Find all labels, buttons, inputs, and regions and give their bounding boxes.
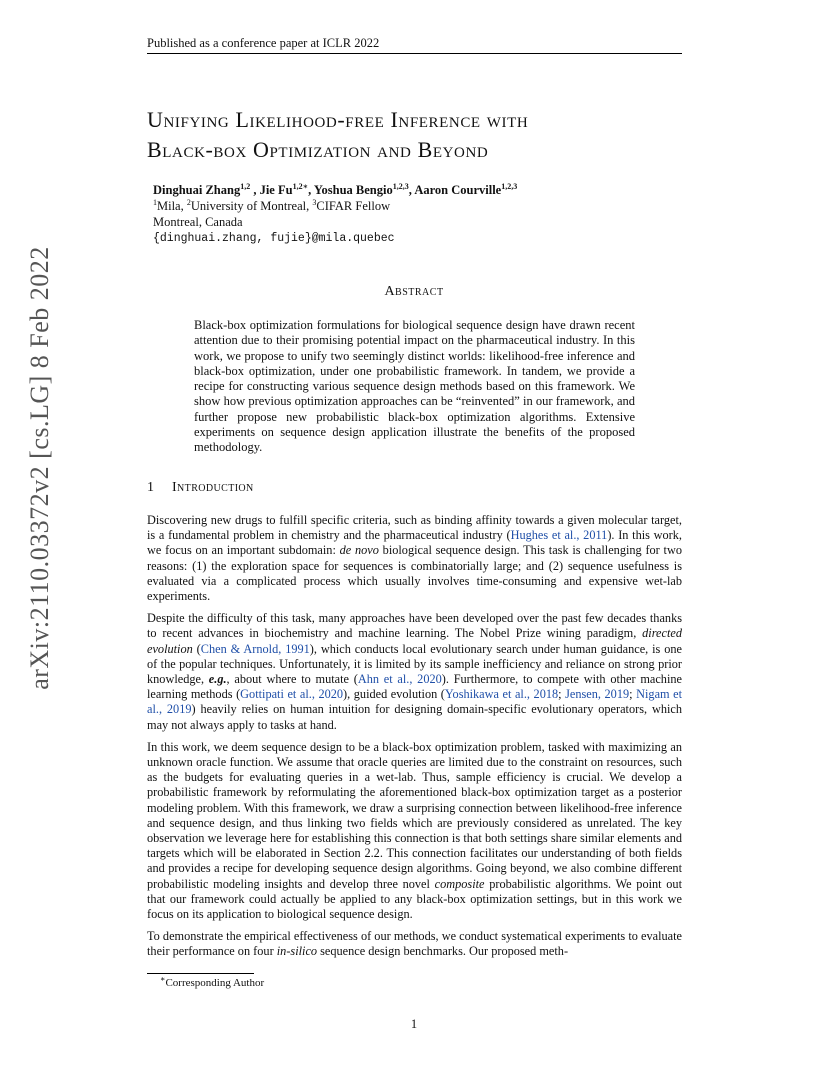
text: To demonstrate the empirical effectiveness of our methods, we conduct systematical experiments to evaluate their performance on four bbox=[147, 929, 682, 959]
arxiv-identifier: arXiv:2110.03372v2 [cs.LG] 8 Feb 2022 bbox=[25, 246, 54, 690]
email: {dinghuai.zhang, fujie}@mila.quebec bbox=[153, 231, 395, 245]
author-3: Yoshua Bengio bbox=[313, 183, 393, 197]
author-4: Aaron Courville bbox=[414, 183, 502, 197]
aff-3: CIFAR Fellow bbox=[316, 199, 391, 214]
citation-link[interactable]: Hughes et al., 2011 bbox=[510, 528, 608, 543]
abstract-heading: Abstract bbox=[384, 284, 444, 299]
text: Despite the difficulty of this task, many approaches have been developed over the past few decades thanks to recent advances in biochemistry and machine learning. The Nobel Prize wining paradigm, bbox=[147, 611, 682, 641]
section-number: 1 bbox=[147, 480, 155, 495]
author-names: Dinghuai Zhang$^{1,2}$ , Jie $Fu^{1,2∗}$, Yoshua Bengio$^{1,2,3}$, Aaron Courville$^{1,2,3}$ bbox=[153, 181, 518, 197]
author-2: Jie Fu bbox=[259, 183, 293, 197]
text: biological sequence design. This task is challenging for two reasons: (1) the exploration space for sequences is combinatorially large; and (2) sequence usefulness is evaluated via a complicated process which usually involves time-consuming and expensive wet-lab experiments. bbox=[147, 543, 682, 604]
citation-link[interactable]: Ahn et al., 2020 bbox=[357, 672, 442, 687]
text: ), which conducts local evolutionary search under human guidance, is one of the popular techniques. Unfortunately, it is limited by its sample inefficiency and reliance on strong prior knowledge, bbox=[147, 641, 682, 687]
title-line-2: Black-box Optimization and Beyond bbox=[147, 137, 489, 162]
aff-2-mark: 2 bbox=[186, 198, 191, 208]
emphasis: directed evolution bbox=[147, 626, 682, 656]
text: In this work, we deem sequence design to be a black-box optimization problem, tasked with maximizing an unknown oracle function. We assume that oracle queries are limited due to the constraint on resources, such as the budgets for evaluating queries in a wet-lab. Thus, sample efficiency is crucial. We develop a probabilistic framework by reformulating the aforementioned black-box optimization target as a posterior modeling problem. With this framework, we draw a surprising connection between likelihood-free inference and sequence design, and thus linking two fields which are previously considered as unrelated. The key observation we leverage here for establishing this connection is that both settings share similar elements and targets which will be elaborated in Section 2.2. This connection facilitates our understanding of both fields and provides a recipe for developing sequence design algorithms. Going beyond, we also combine different probabilistic modeling insights and develop three novel bbox=[147, 739, 682, 891]
emphasis: e.g. bbox=[208, 672, 227, 687]
introduction-body bbox=[147, 513, 682, 967]
text: ; bbox=[558, 687, 566, 702]
author-2-aff: 1,2∗ bbox=[292, 181, 309, 191]
citation-link[interactable]: Jensen, 2019 bbox=[565, 687, 630, 702]
affiliations bbox=[153, 198, 693, 214]
author-4-aff: 1,2,3 bbox=[501, 181, 518, 191]
text: ), guided evolution ( bbox=[343, 687, 445, 702]
section-heading-introduction bbox=[147, 480, 254, 496]
text: ) heavily relies on human intuition for designing domain-specific evolutionary operators, which may not always apply to tasks at hand. bbox=[147, 702, 683, 732]
aff-3-mark: 3 bbox=[312, 198, 317, 208]
text: ; bbox=[629, 687, 637, 702]
location: Montreal, Canada bbox=[153, 215, 243, 230]
text: ( bbox=[192, 641, 201, 656]
footnote-mark: ∗ bbox=[160, 974, 166, 984]
text: probabilistic algorithms. We point out that our framework could actually be applied to any black-box optimization settings, but in this work we focus on its application to biological sequence design. bbox=[147, 876, 682, 922]
citation-link[interactable]: Yoshikawa et al., 2018 bbox=[444, 687, 559, 702]
paper-title bbox=[147, 105, 707, 165]
section-title: Introduction bbox=[172, 480, 254, 495]
abstract-text: Black-box optimization formulations for biological sequence design have drawn recent attention due to their promising potential impact on the pharmaceutical industry. In this work, we propose to unify two seemingly distinct worlds: likelihood-free inference and black-box optimization, under one probabilistic framework. In tandem, we provide a recipe for constructing various sequence design methods based on this framework. We show how previous optimization approaches can be “reinvented” in our framework, and further propose new probabilistic black-box optimization algorithms. Extensive experiments on sequence design application illustrate the benefits of the proposed methodology. bbox=[194, 318, 635, 455]
citation-link[interactable]: Chen & Arnold, 1991 bbox=[200, 641, 310, 656]
text: , about where to mutate ( bbox=[226, 672, 358, 687]
title-line-1: Unifying Likelihood-free Inference with bbox=[147, 107, 529, 132]
text: Discovering new drugs to fulfill specific criteria, such as binding affinity towards a given molecular target, is a fundamental problem in chemistry and the pharmaceutical industry ( bbox=[147, 513, 682, 543]
paragraph-1 bbox=[147, 513, 682, 604]
paragraph-3 bbox=[147, 740, 682, 922]
aff-1: Mila, bbox=[157, 199, 187, 214]
emphasis: de novo bbox=[339, 543, 379, 558]
author-1: Dinghuai Zhang bbox=[153, 183, 241, 197]
citation-link[interactable]: Nigam et al., 2019 bbox=[147, 687, 683, 717]
author-3-aff: 1,2,3 bbox=[392, 181, 409, 191]
emphasis: in-silico bbox=[276, 944, 318, 959]
running-header: Published as a conference paper at ICLR 2022 bbox=[147, 36, 380, 50]
text: sequence design benchmarks. Our proposed meth- bbox=[317, 944, 569, 959]
page-number: 1 bbox=[410, 1017, 418, 1031]
citation-link[interactable]: Gottipati et al., 2020 bbox=[240, 687, 344, 702]
paragraph-4 bbox=[147, 929, 682, 959]
author-1-aff: 1,2 bbox=[240, 181, 251, 191]
text: ). In this work, we focus on an important subdomain: bbox=[147, 528, 682, 558]
aff-1-mark: 1 bbox=[153, 198, 157, 208]
text: ). Furthermore, to compete with other machine learning methods ( bbox=[147, 672, 682, 702]
paragraph-2 bbox=[147, 611, 682, 733]
header-rule bbox=[147, 53, 682, 54]
author-block bbox=[153, 182, 693, 247]
footnote-text: Corresponding Author bbox=[165, 977, 265, 989]
emphasis: composite bbox=[434, 876, 485, 891]
footnote bbox=[160, 974, 265, 989]
aff-2: University of Montreal, bbox=[190, 199, 313, 214]
